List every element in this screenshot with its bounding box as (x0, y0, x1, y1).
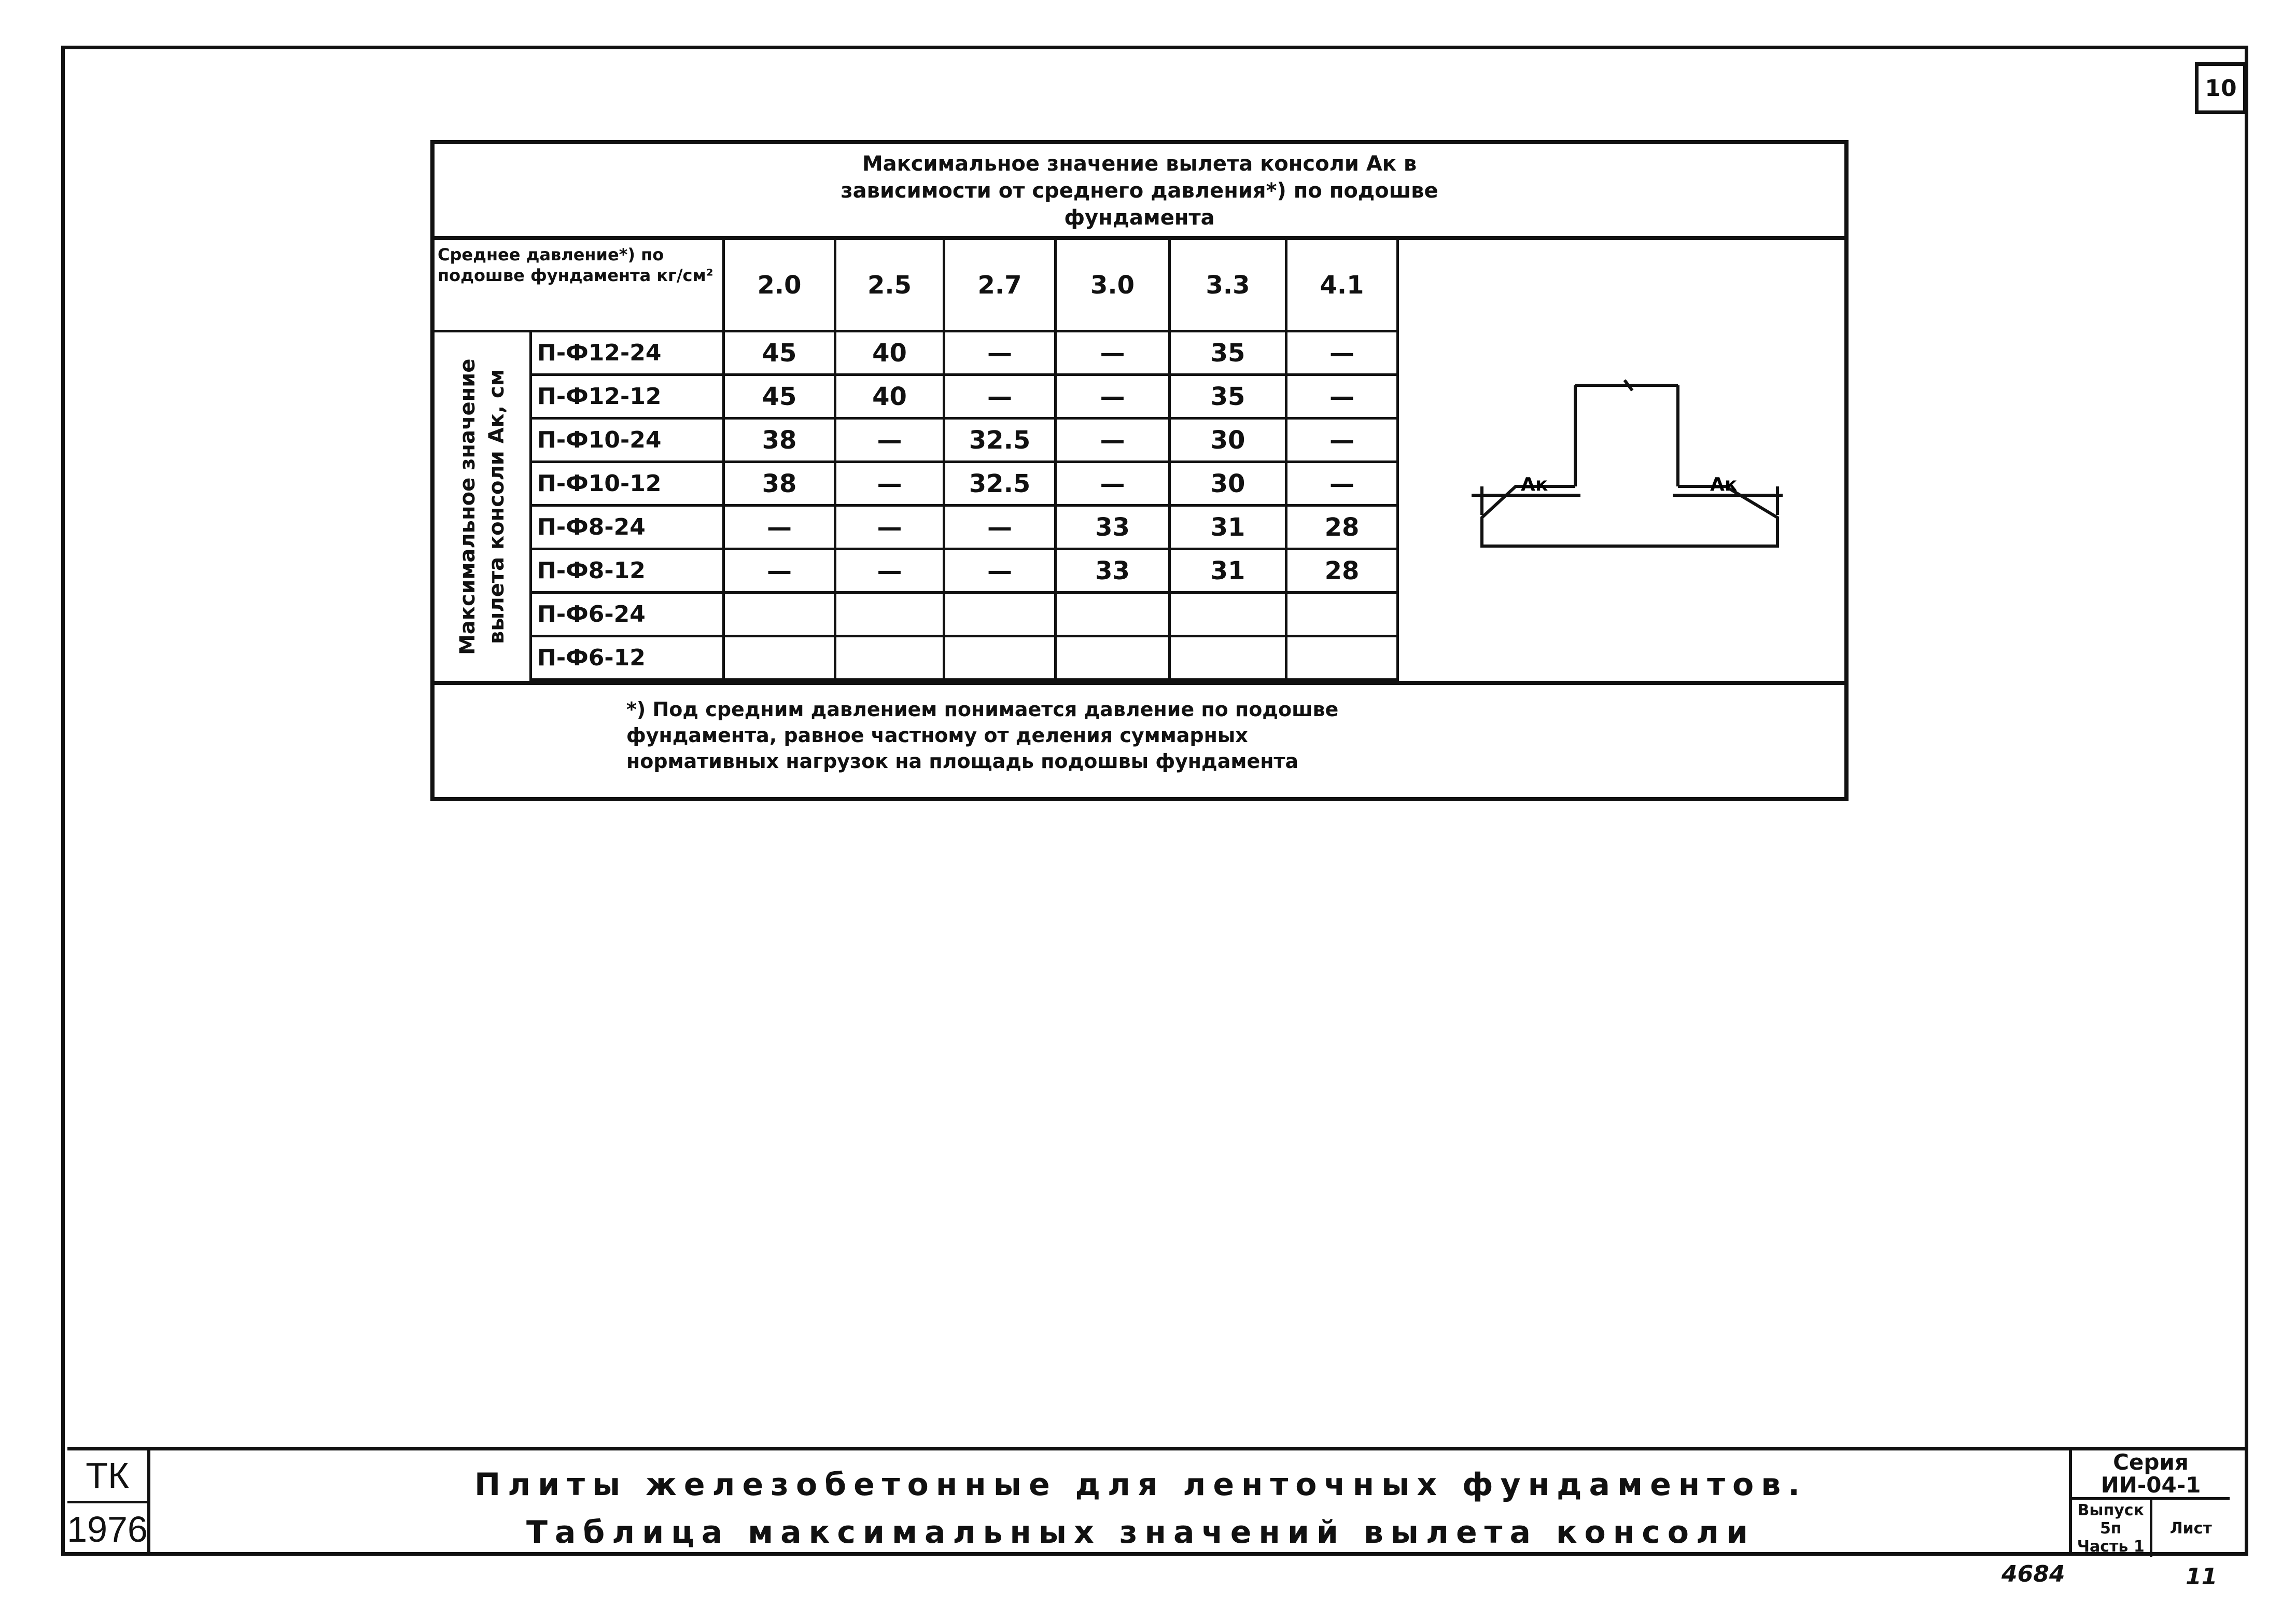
pressure-header-label: Среднее давление*) по подошве фундамента кг/см² (435, 240, 725, 332)
title-block (67, 1447, 2245, 1556)
table-cell: 45 (725, 332, 836, 376)
table-cell: 30 (1171, 420, 1287, 463)
data-table (430, 140, 1849, 801)
table-cell: — (836, 507, 945, 550)
row-label: П-Ф8-12 (532, 550, 725, 594)
row-label: П-Ф6-24 (532, 594, 725, 637)
year: 1976 (67, 1509, 148, 1550)
table-cell: 38 (725, 420, 836, 463)
table-cell: 45 (725, 376, 836, 420)
table-cell (836, 637, 945, 681)
table-cell: — (945, 507, 1057, 550)
table-cell: 31 (1171, 507, 1287, 550)
dim-label-left: Ак (1521, 474, 1548, 495)
title-block-left (67, 1450, 150, 1556)
table-cell (1057, 594, 1171, 637)
table-title-line: зависимости от среднего давления*) по подошве (841, 179, 1438, 203)
table-cell: — (1287, 376, 1399, 420)
table-cell: — (945, 332, 1057, 376)
footnote-line: фундамента, равное частному от деления суммарных (626, 724, 1248, 747)
series-value: ИИ-04-1 (2101, 1472, 2201, 1498)
footnote-line: нормативных нагрузок на площадь подошвы фундамента (626, 750, 1299, 773)
footing-section-diagram (1404, 243, 1845, 678)
table-grid (435, 240, 1399, 681)
table-cell: 40 (836, 332, 945, 376)
table-cell: 32.5 (945, 420, 1057, 463)
dim-label-right: Ак (1710, 474, 1738, 495)
table-cell: — (1057, 420, 1171, 463)
table-cell: — (725, 550, 836, 594)
table-cell: 28 (1287, 550, 1399, 594)
table-cell: 33 (1057, 550, 1171, 594)
table-cell (836, 594, 945, 637)
table-cell: — (945, 376, 1057, 420)
series-cell (2072, 1450, 2230, 1500)
row-label: П-Ф12-24 (532, 332, 725, 376)
table-cell: 40 (836, 376, 945, 420)
drawing-title-line2: Таблица максимальных значений вылета консоли (526, 1514, 1756, 1551)
org-code: ТК (67, 1450, 147, 1503)
table-cell: 38 (725, 463, 836, 507)
row-label: П-Ф12-12 (532, 376, 725, 420)
table-cell: 35 (1171, 332, 1287, 376)
row-group-label: Максимальное значение вылета консоли Ак, см (455, 358, 509, 655)
table-cell (725, 594, 836, 637)
table-cell: 30 (1171, 463, 1287, 507)
table-cell: — (1057, 463, 1171, 507)
table-cell (945, 637, 1057, 681)
pressure-column-header: 2.5 (836, 240, 945, 332)
table-cell (1287, 637, 1399, 681)
pressure-column-header: 2.0 (725, 240, 836, 332)
footnote-line: *) Под средним давлением понимается давление по подошве (626, 698, 1339, 721)
doc-number-stamp: 4684 (2001, 1561, 2065, 1587)
table-cell: — (1287, 420, 1399, 463)
table-cell: 35 (1171, 376, 1287, 420)
row-label: П-Ф8-24 (532, 507, 725, 550)
pressure-column-header: 4.1 (1287, 240, 1399, 332)
drawing-title-line1: Плиты железобетонные для ленточных фундаментов. (474, 1467, 1807, 1503)
series-label: Серия (2113, 1449, 2189, 1475)
row-label: П-Ф6-12 (532, 637, 725, 681)
row-group-label-cell (435, 332, 532, 681)
sheet-label: Лист (2169, 1519, 2212, 1538)
table-title-line: Максимальное значение вылета консоли Ак в (862, 152, 1417, 176)
table-cell: — (836, 463, 945, 507)
table-title-line: фундамента (1064, 206, 1215, 230)
table-cell: 32.5 (945, 463, 1057, 507)
pressure-column-header: 2.7 (945, 240, 1057, 332)
table-cell: 33 (1057, 507, 1171, 550)
pressure-column-header: 3.3 (1171, 240, 1287, 332)
table-cell (1171, 637, 1287, 681)
page-stamp: 11 (2186, 1564, 2218, 1590)
table-cell: — (945, 550, 1057, 594)
table-cell: 31 (1171, 550, 1287, 594)
table-footnote (435, 681, 1844, 801)
drawing-title (161, 1461, 2121, 1556)
table-cell (945, 594, 1057, 637)
pressure-column-header: 3.0 (1057, 240, 1171, 332)
table-cell: — (1057, 332, 1171, 376)
table-cell: — (725, 507, 836, 550)
table-cell: — (1287, 463, 1399, 507)
title-block-right (2069, 1450, 2230, 1554)
table-cell: — (1287, 332, 1399, 376)
issue-label: Выпуск 5п Часть 1 (2072, 1500, 2152, 1557)
table-cell (1057, 637, 1171, 681)
table-title (435, 144, 1844, 240)
row-label: П-Ф10-12 (532, 463, 725, 507)
table-cell (1171, 594, 1287, 637)
table-cell: — (1057, 376, 1171, 420)
table-cell: — (836, 420, 945, 463)
row-label: П-Ф10-24 (532, 420, 725, 463)
table-cell: 28 (1287, 507, 1399, 550)
table-cell: — (836, 550, 945, 594)
table-cell (725, 637, 836, 681)
sheet-number: 10 (2195, 62, 2247, 114)
table-cell (1287, 594, 1399, 637)
